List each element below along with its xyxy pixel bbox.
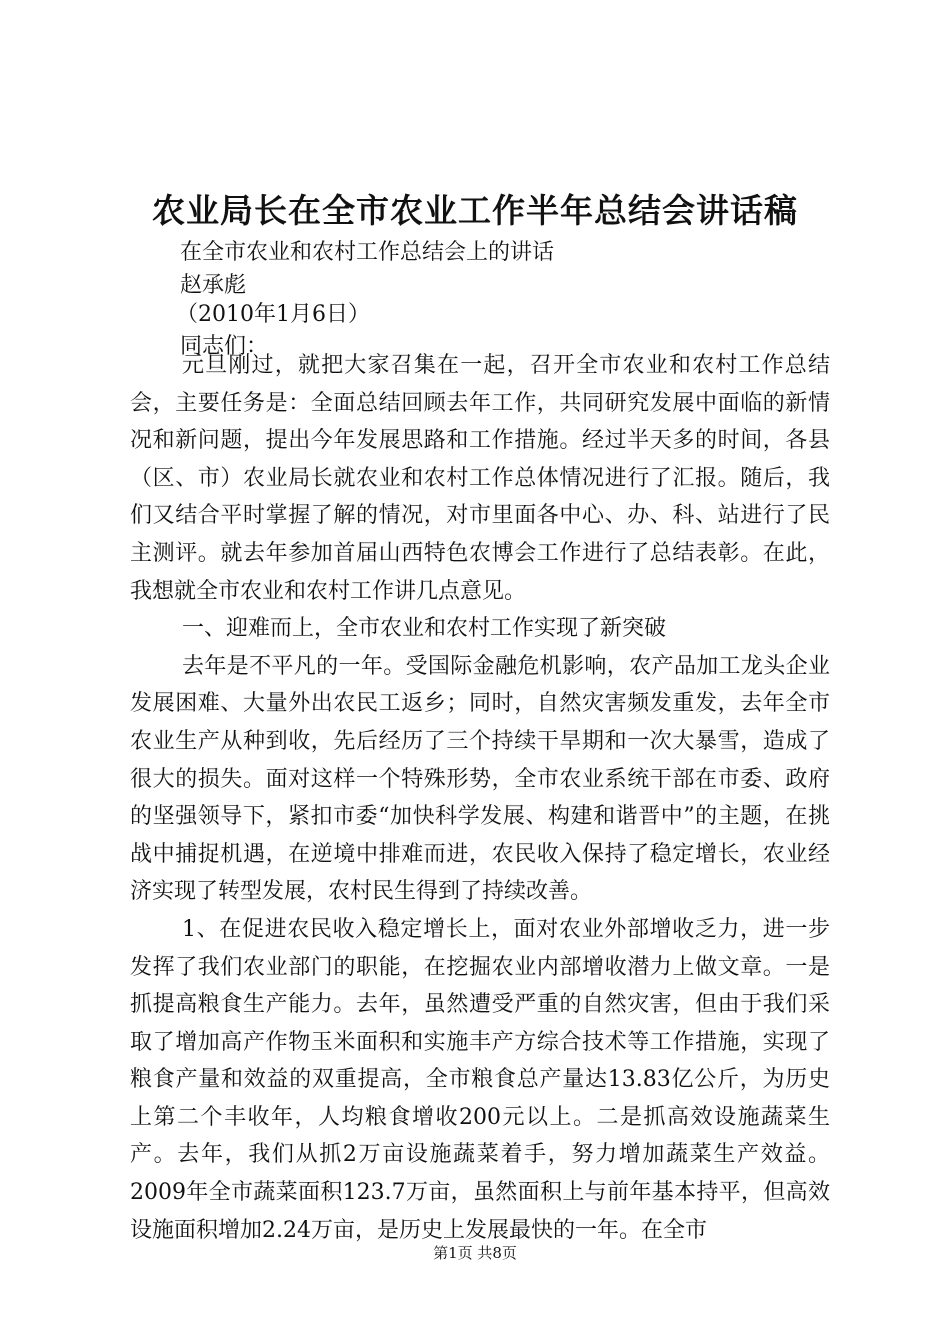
paragraph-income: 1、在促进农民收入稳定增长上，面对农业外部增收乏力，进一步发挥了我们农业部门的职能，在挖掘农业内部增收潜力上做文章。一是抓提高粮食生产能力。去年，虽然遭受严重的自然灾害，但由于我们采取了增加高产作物玉米面积和实施丰产方综合技术等工作措施，实现了粮食产量和效益的双重提高，全市粮食总产量达13.83亿公斤，为历史上第二个丰收年，人均粮食增收200元以上。二是抓高效设施蔬菜生产。去年，我们从抓2万亩设施蔬菜着手，努力增加蔬菜生产效益。2009年全市蔬菜面积123.7万亩，虽然面积上与前年基本持平，但高效设施面积增加2.24万亩，是历史上发展最快的一年。在全市 xyxy=(130,916,830,1243)
speech-subtitle: 在全市农业和农村工作总结会上的讲话 xyxy=(180,240,555,265)
page-number-footer: 第1页 共8页 xyxy=(433,1244,517,1262)
author-name: 赵承彪 xyxy=(180,273,247,298)
document-body xyxy=(130,347,830,1249)
paragraph-opening: 元旦刚过，就把大家召集在一起，召开全市农业和农村工作总结会，主要任务是：全面总结回顾去年工作，共同研究发展中面临的新情况和新问题，提出今年发展思路和工作措施。经过半天多的时间，各县（区、市）农业局长就农业和农村工作总体情况进行了汇报。随后，我们又结合平时掌握了解的情况，对市里面各中心、办、科、站进行了民主测评。就去年参加首届山西特色农博会工作进行了总结表彰。在此，我想就全市农业和农村工作讲几点意见。 xyxy=(130,353,830,604)
speech-date: （2010年1月6日） xyxy=(176,302,370,327)
document-title: 农业局长在全市农业工作半年总结会讲话稿 xyxy=(152,191,798,230)
paragraph-review: 去年是不平凡的一年。受国际金融危机影响，农产品加工龙头企业发展困难、大量外出农民工返乡；同时，自然灾害频发重发，去年全市农业生产从种到收，先后经历了三个持续干旱期和一次大暴雪，造成了很大的损失。面对这样一个特殊形势，全市农业系统干部在市委、政府的坚强领导下，紧扣市委“加快科学发展、构建和谐晋中”的主题，在挑战中捕捉机遇，在逆境中排难而进，农民收入保持了稳定增长，农业经济实现了转型发展，农村民生得到了持续改善。 xyxy=(130,653,830,905)
section-heading-1: 一、迎难而上，全市农业和农村工作实现了新突破 xyxy=(182,616,667,642)
salutation: 同志们： xyxy=(180,334,269,359)
